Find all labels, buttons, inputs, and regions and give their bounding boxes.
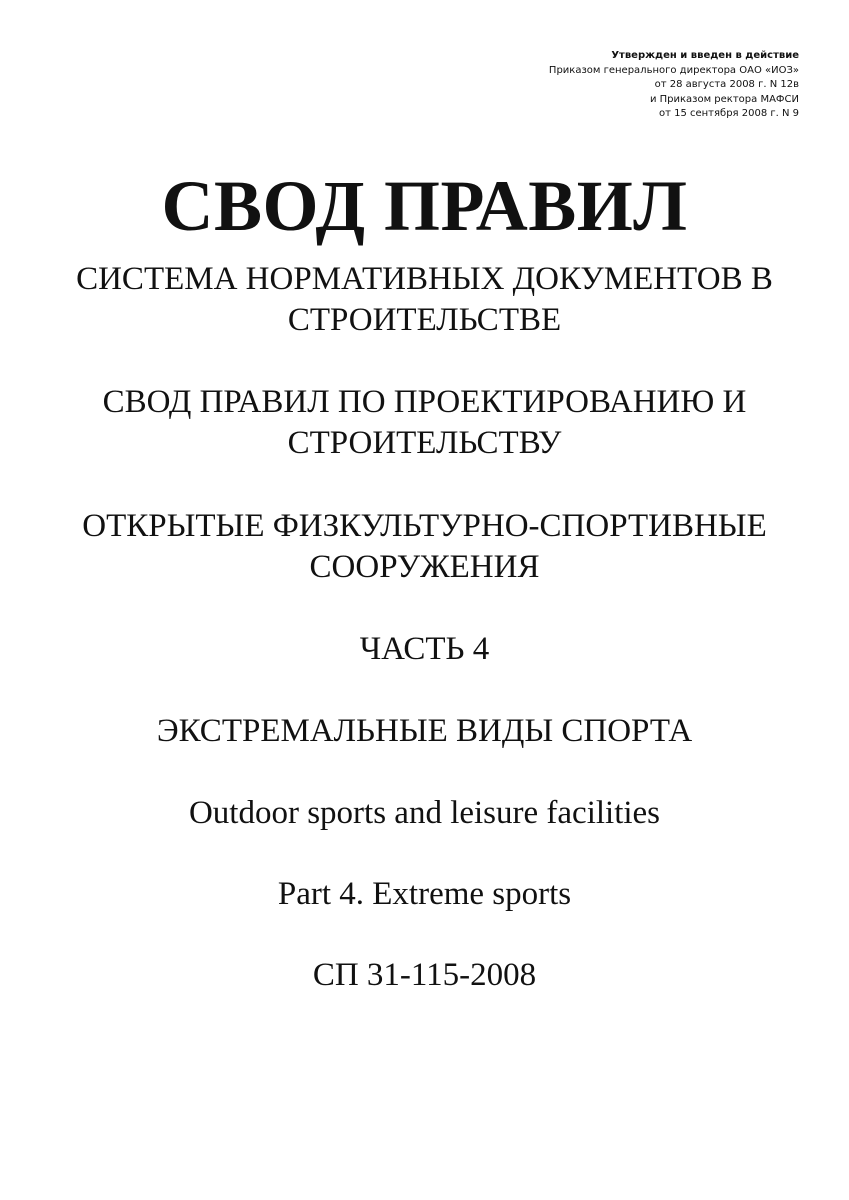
english-part xyxy=(0,874,849,915)
part-number-text: ЧАСТЬ 4 xyxy=(359,631,490,667)
english-title-text: Outdoor sports and leisure facilities xyxy=(188,795,661,831)
document-title: СВОД ПРАВИЛ xyxy=(161,166,688,246)
english-part-text: Part 4. Extreme sports xyxy=(277,876,572,912)
document-code-text: СП 31-115-2008 xyxy=(312,957,537,993)
part-title xyxy=(0,711,849,752)
english-title xyxy=(0,793,849,834)
document-code xyxy=(0,955,849,996)
code-series-heading xyxy=(0,382,849,464)
approval-line: Приказом генерального директора ОАО «ИОЗ» xyxy=(548,64,799,76)
code-series-line: СВОД ПРАВИЛ ПО ПРОЕКТИРОВАНИЮ И xyxy=(102,384,747,420)
approval-line: от 15 сентября 2008 г. N 9 xyxy=(658,108,799,120)
approval-line: и Приказом ректора МАФСИ xyxy=(649,93,799,105)
system-heading-line: СТРОИТЕЛЬСТВЕ xyxy=(287,302,562,338)
approval-line: от 28 августа 2008 г. N 12в xyxy=(654,79,799,91)
subject-line: СООРУЖЕНИЯ xyxy=(309,549,540,585)
subject-heading xyxy=(0,506,849,588)
approval-line: Утвержден и введен в действие xyxy=(611,50,799,61)
system-heading xyxy=(0,259,849,341)
part-title-text: ЭКСТРЕМАЛЬНЫЕ ВИДЫ СПОРТА xyxy=(156,713,693,749)
system-heading-line: СИСТЕМА НОРМАТИВНЫХ ДОКУМЕНТОВ В xyxy=(76,261,773,297)
approval-note xyxy=(549,49,799,122)
part-number xyxy=(0,629,849,670)
code-series-line: СТРОИТЕЛЬСТВУ xyxy=(287,425,562,461)
subject-line: ОТКРЫТЫЕ ФИЗКУЛЬТУРНО-СПОРТИВНЫЕ xyxy=(82,508,767,544)
